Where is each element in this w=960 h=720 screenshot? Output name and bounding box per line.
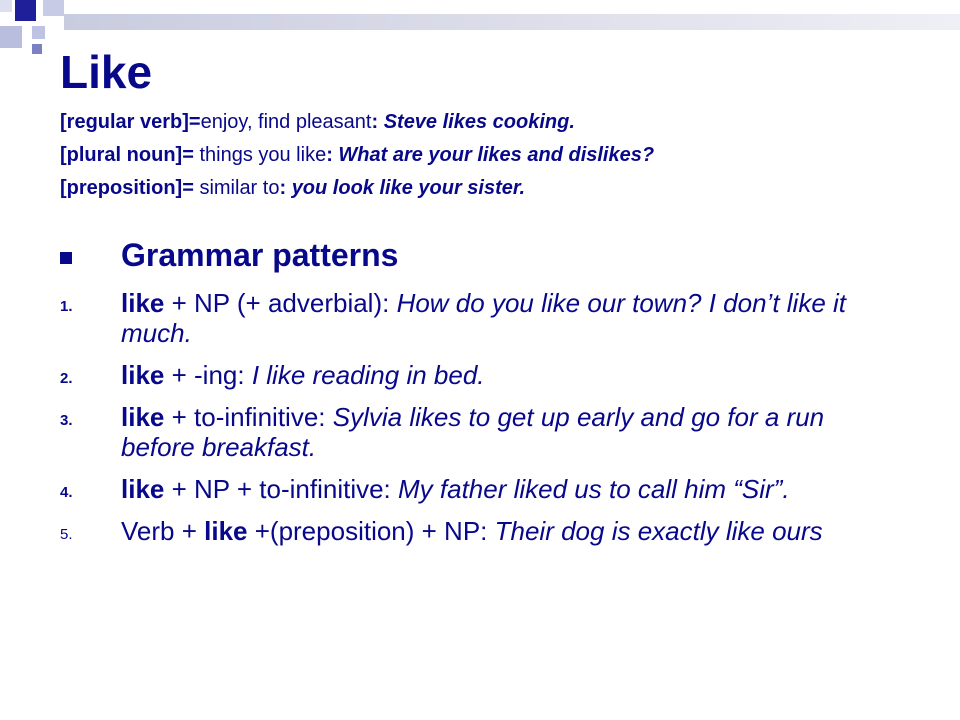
- list-item: [60, 288, 900, 348]
- deco-square: [0, 26, 22, 48]
- list-item: [60, 402, 900, 462]
- deco-square: [32, 44, 42, 54]
- list-number: 1.: [60, 298, 73, 315]
- square-bullet-icon: [60, 252, 72, 264]
- pattern-example: I like reading in bed.: [251, 360, 485, 390]
- deco-square: [43, 0, 64, 16]
- definition-tag: [preposition]=: [60, 177, 194, 199]
- definition-meaning: similar to: [193, 177, 280, 199]
- pattern-keyword: like: [121, 474, 165, 504]
- definition-example: Steve likes cooking.: [383, 111, 575, 133]
- slide-title: Like: [60, 46, 153, 98]
- list-number: 4.: [60, 484, 73, 501]
- list-item: [60, 474, 900, 504]
- list-item: [60, 360, 900, 390]
- definition-example: What are your likes and dislikes?: [338, 144, 655, 166]
- list-item: [60, 516, 900, 546]
- deco-square: [32, 26, 45, 39]
- pattern-keyword: like: [121, 402, 165, 432]
- patterns-list: [60, 288, 900, 558]
- definition-line: [60, 172, 940, 205]
- definition-tag: [regular verb]=: [60, 111, 201, 133]
- pattern-example: How do you like our town? I don’t like it much.: [121, 288, 847, 348]
- pattern-example: My father liked us to call him “Sir”.: [398, 474, 790, 504]
- pattern-example: Their dog is exactly like ours: [494, 516, 823, 546]
- pattern-structure: + -ing:: [164, 360, 252, 390]
- definition-meaning: things you like: [193, 144, 327, 166]
- pattern-structure: + to-infinitive:: [164, 402, 333, 432]
- pattern-keyword: like: [121, 360, 165, 390]
- pattern-structure: +(preposition) + NP:: [247, 516, 495, 546]
- header-band: [64, 14, 960, 30]
- definitions: [60, 106, 940, 205]
- pattern-prefix: Verb +: [121, 516, 205, 546]
- definition-separator: :: [371, 111, 384, 133]
- definition-example: you look like your sister.: [291, 177, 526, 199]
- pattern-structure: + NP + to-infinitive:: [164, 474, 399, 504]
- list-number: 3.: [60, 412, 73, 429]
- list-number: 2.: [60, 370, 73, 387]
- section-heading: Grammar patterns: [121, 237, 399, 273]
- definition-line: [60, 139, 940, 172]
- pattern-example: Sylvia likes to get up early and go for a run before breakfast.: [121, 402, 825, 462]
- list-number: 5.: [60, 526, 73, 543]
- definition-meaning: enjoy, find pleasant: [200, 111, 372, 133]
- pattern-keyword: like: [121, 288, 165, 318]
- deco-square: [0, 0, 12, 12]
- definition-separator: :: [279, 177, 292, 199]
- definition-separator: :: [326, 144, 339, 166]
- pattern-structure: + NP (+ adverbial):: [164, 288, 397, 318]
- definition-line: [60, 106, 940, 139]
- definition-tag: [plural noun]=: [60, 144, 194, 166]
- pattern-keyword: like: [204, 516, 248, 546]
- deco-square: [15, 0, 36, 21]
